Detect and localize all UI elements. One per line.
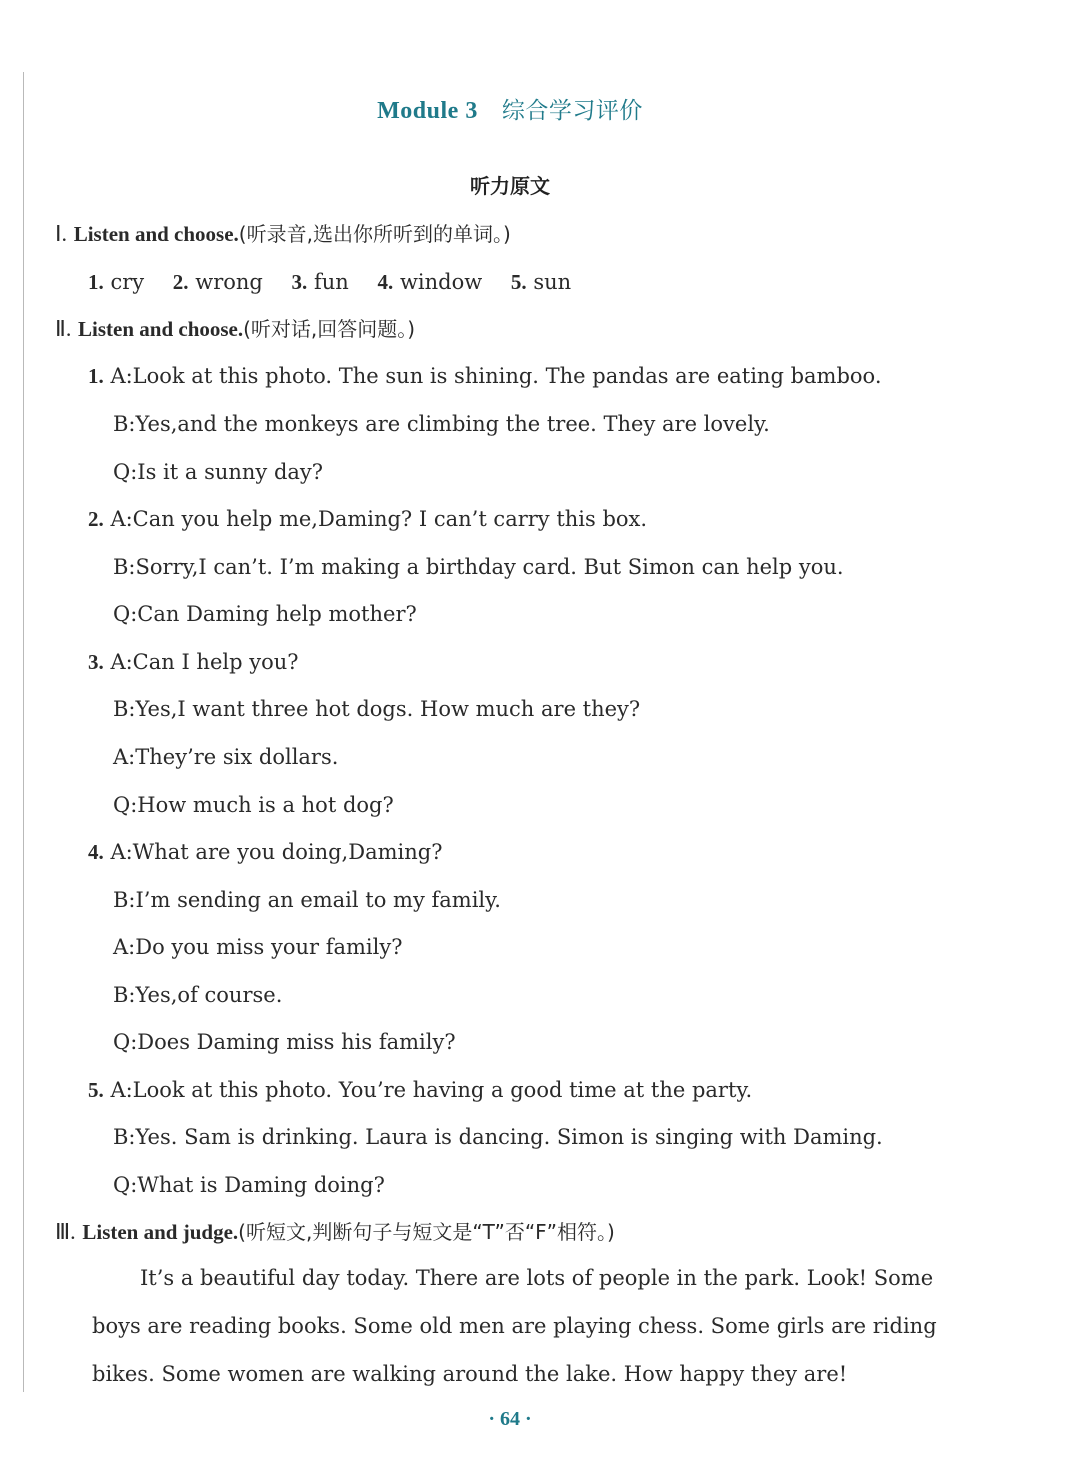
dialogue-line: 1. A:Look at this photo. The sun is shining. The pandas are eating bamboo. bbox=[88, 364, 882, 388]
section-title-cn: (听对话,回答问题。) bbox=[243, 317, 416, 341]
item-number: 1. bbox=[88, 364, 104, 388]
section-title-cn: (听短文,判断句子与短文是“T”否“F”相符。) bbox=[238, 1220, 615, 1244]
section-number: Ⅲ. bbox=[55, 1219, 76, 1244]
dialogue-line: 2. A:Can you help me,Daming? I can’t carry this box. bbox=[88, 507, 648, 531]
item-number: 4. bbox=[88, 840, 104, 864]
question-line: Q:Does Daming miss his family? bbox=[113, 1030, 456, 1054]
section-title-cn: (听录音,选出你所听到的单词。) bbox=[238, 222, 511, 246]
section-3-heading bbox=[55, 1218, 615, 1246]
title-cn: 综合学习评价 bbox=[501, 98, 643, 124]
margin-rule bbox=[23, 72, 24, 1392]
word-item: 4. window bbox=[377, 270, 483, 294]
dialogue-line: B:Yes,of course. bbox=[113, 983, 283, 1007]
subtitle: 听力原文 bbox=[470, 174, 550, 198]
dialogue-line: 4. A:What are you doing,Daming? bbox=[88, 840, 443, 864]
word-item: 1. cry bbox=[88, 270, 145, 294]
dialogue-line: 3. A:Can I help you? bbox=[88, 650, 299, 674]
word-item: 3. fun bbox=[291, 270, 349, 294]
dialogue-line: 5. A:Look at this photo. You’re having a good time at the party. bbox=[88, 1078, 753, 1102]
listening-passage: It’s a beautiful day today. There are lots of people in the park. Look! Some boys are reading books. Some old men are playing chess. Some girls are riding bikes. Some women are walking around the lake. How happy they are! bbox=[92, 1266, 937, 1386]
module-label: Module 3 bbox=[377, 98, 478, 124]
dialogue-line: B:Yes. Sam is drinking. Laura is dancing. Simon is singing with Daming. bbox=[113, 1125, 883, 1149]
item-number: 2. bbox=[88, 507, 104, 531]
section-title-en: Listen and choose. bbox=[78, 317, 244, 341]
dialogue-line: A:Do you miss your family? bbox=[113, 935, 403, 959]
dialogue-line: B:Sorry,I can’t. I’m making a birthday card. But Simon can help you. bbox=[113, 555, 844, 579]
section-1-heading bbox=[55, 220, 511, 248]
word-list bbox=[88, 268, 593, 296]
word-item: 2. wrong bbox=[172, 270, 263, 294]
section-title-en: Listen and judge. bbox=[82, 1220, 239, 1244]
item-number: 5. bbox=[88, 1078, 104, 1102]
question-line: Q:How much is a hot dog? bbox=[113, 793, 394, 817]
question-line: Q:Is it a sunny day? bbox=[113, 460, 324, 484]
section-2-heading bbox=[55, 315, 415, 343]
page-number: · 64 · bbox=[488, 1408, 532, 1430]
section-number: Ⅱ. bbox=[55, 316, 72, 341]
dialogue-line: B:I’m sending an email to my family. bbox=[113, 888, 501, 912]
question-line: Q:Can Daming help mother? bbox=[113, 602, 417, 626]
dialogue-line: B:Yes,I want three hot dogs. How much are they? bbox=[113, 697, 641, 721]
section-number: Ⅰ. bbox=[55, 221, 67, 246]
page-title bbox=[0, 92, 1020, 125]
question-line: Q:What is Daming doing? bbox=[113, 1173, 385, 1197]
section-title-en: Listen and choose. bbox=[73, 222, 239, 246]
word-item: 5. sun bbox=[510, 270, 572, 294]
dialogue-line: B:Yes,and the monkeys are climbing the tree. They are lovely. bbox=[113, 412, 770, 436]
dialogue-line: A:They’re six dollars. bbox=[113, 745, 339, 769]
item-number: 3. bbox=[88, 650, 104, 674]
